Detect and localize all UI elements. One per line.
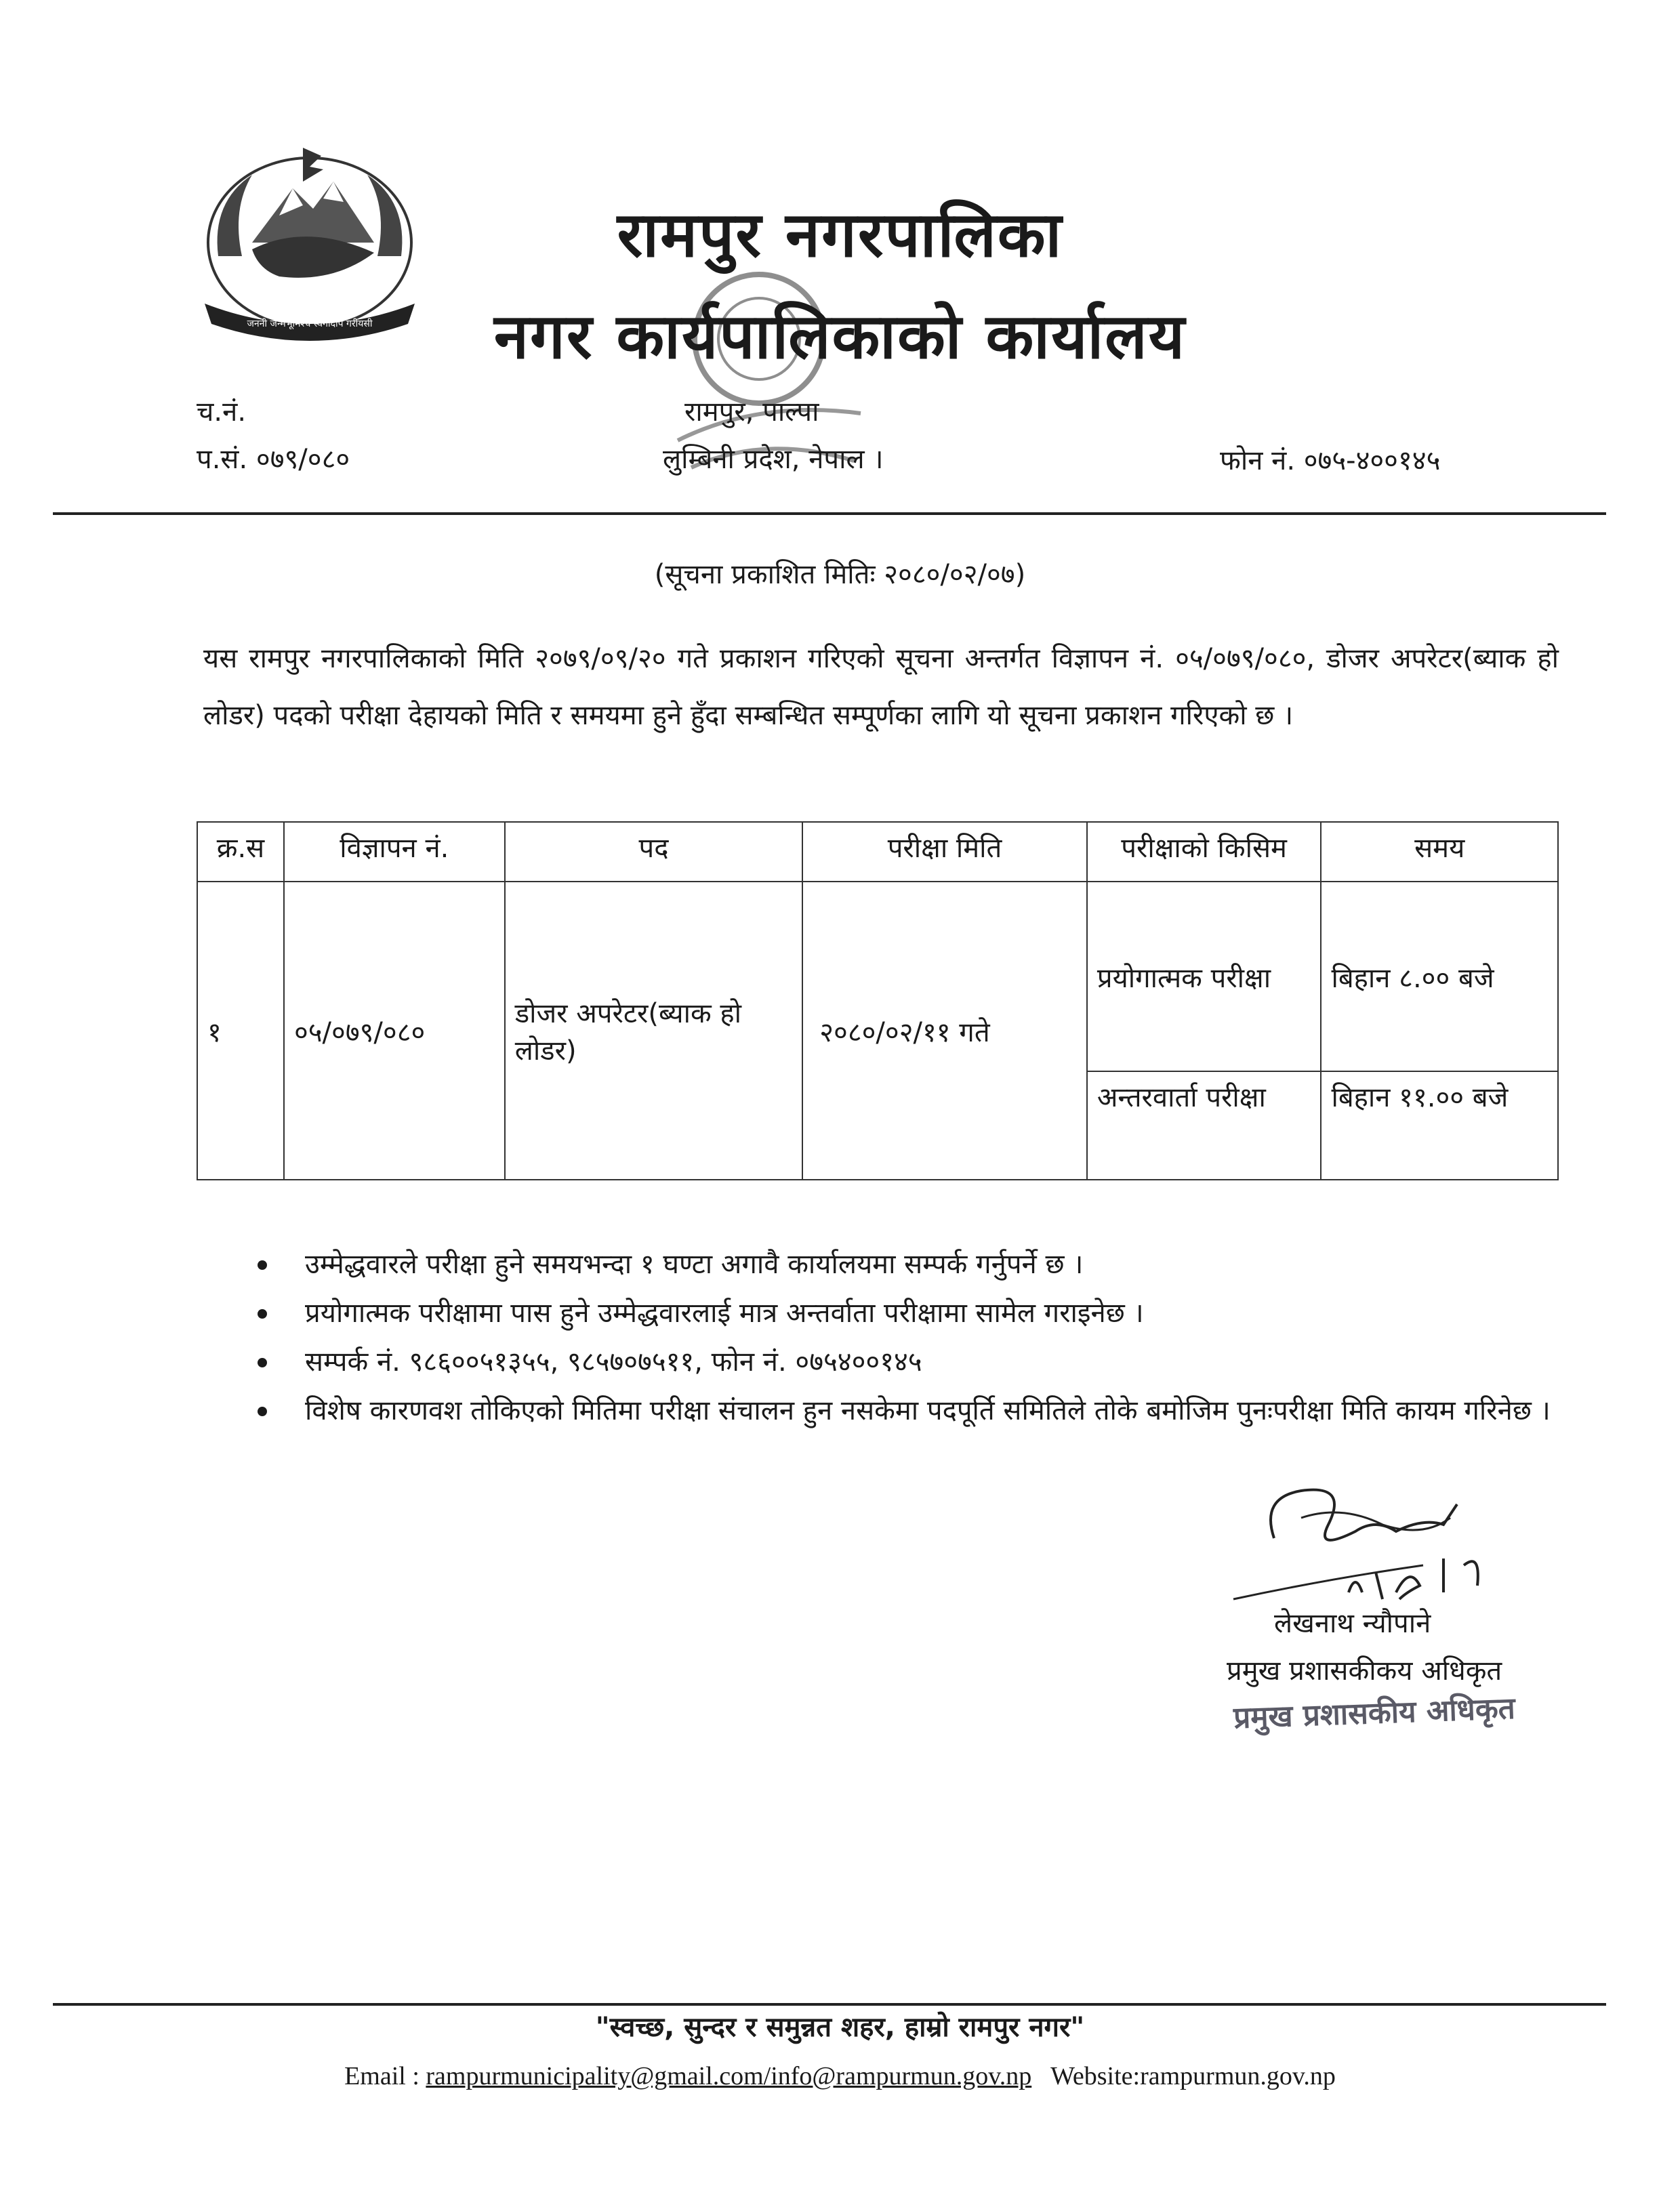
notice-published-date: (सूचना प्रकाशित मितिः २०८०/०२/०७) <box>654 559 1026 590</box>
bullet-icon <box>258 1407 267 1416</box>
col-header-exam-date: परीक्षा मिति <box>802 822 1087 882</box>
list-item <box>258 1240 1559 1289</box>
office-name: नगर कार्यपालिकाको कार्यालय <box>493 300 1187 373</box>
bullet-icon <box>258 1260 267 1270</box>
list-item-text: उम्मेद्धवारले परीक्षा हुने समयभन्दा १ घण्टा अगावै कार्यालयमा सम्पर्क गर्नुपर्ने छ । <box>305 1249 1084 1280</box>
list-item <box>258 1386 1559 1435</box>
instructions-list <box>258 1240 1559 1435</box>
designation-stamp: प्रमुख प्रशासकीय अधिकृत <box>1233 1691 1516 1736</box>
emblem-motto-text: जननी जन्मभूमिश्च स्वर्गादपि गरीयसी <box>247 318 373 329</box>
cell-sn: १ <box>197 882 284 1180</box>
header-divider <box>53 512 1606 515</box>
address-line2: लुम्बिनी प्रदेश, नेपाल । <box>663 444 884 475</box>
col-header-time: समय <box>1321 822 1558 882</box>
cell-ad-no: ०५/०७९/०८० <box>284 882 505 1180</box>
list-item <box>258 1289 1559 1338</box>
cell-time-2: बिहान ११.०० बजे <box>1321 1071 1558 1180</box>
col-header-post: पद <box>505 822 803 882</box>
phone-number: फोन नं. ०७५-४००१४५ <box>1220 445 1441 476</box>
signatory-name: लेखनाथ न्यौपाने <box>1274 1608 1431 1639</box>
cell-time-1: बिहान ८.०० बजे <box>1321 882 1558 1071</box>
col-header-sn: क्र.स <box>197 822 284 882</box>
pa-sa: प.सं. ०७९/०८० <box>197 444 350 475</box>
cell-exam-date: २०८०/०२/११ गते <box>802 882 1087 1180</box>
list-item <box>258 1338 1559 1386</box>
cell-exam-type-1: प्रयोगात्मक परीक्षा <box>1087 882 1322 1071</box>
signatory-title: प्रमुख प्रशासकीकय अधिकृत <box>1227 1655 1502 1687</box>
email-link[interactable]: rampurmunicipality@gmail.com/info@rampurmun.gov.np <box>426 2062 1032 2090</box>
footer-contact <box>0 2061 1680 2091</box>
cell-post: डोजर अपरेटर(ब्याक हो लोडर) <box>505 882 803 1180</box>
bullet-icon <box>258 1358 267 1367</box>
cha-no: च.नं. <box>197 396 247 428</box>
list-item-text: प्रयोगात्मक परीक्षामा पास हुने उम्मेद्धवारलाई मात्र अन्तर्वाता परीक्षामा सामेल गराइनेछ । <box>305 1298 1144 1329</box>
col-header-exam-type: परीक्षाको किसिम <box>1087 822 1322 882</box>
list-item-text: सम्पर्क नं. ९८६००५१३५५, ९८५७०७५११, फोन नं. ०७५४००१४५ <box>305 1346 922 1378</box>
col-header-ad-no: विज्ञापन नं. <box>284 822 505 882</box>
bullet-icon <box>258 1309 267 1319</box>
cell-exam-type-2: अन्तरवार्ता परीक्षा <box>1087 1071 1322 1180</box>
table-row <box>197 882 1558 1071</box>
footer-motto: "स्वच्छ, सुन्दर र समुन्नत शहर, हाम्रो रामपुर नगर" <box>595 2012 1085 2043</box>
list-item-text: विशेष कारणवश तोकिएको मितिमा परीक्षा संचालन हुन नसकेमा पदपूर्ति समितिले तोके बमोजिम पुनःपरीक्षा मिति कायम गरिनेछ । <box>305 1395 1551 1426</box>
website-text: Website:rampurmun.gov.np <box>1050 2062 1336 2090</box>
address-line1: रामपुर, पाल्पा <box>684 396 819 428</box>
notice-body: यस रामपुर नगरपालिकाको मिति २०७९/०९/२० गते प्रकाशन गरिएको सूचना अन्तर्गत विज्ञापन नं. ०५/०७९/०८०, डोजर अपरेटर(ब्याक हो लोडर) पदको परीक्षा देहायको मिति र समयमा हुने हुँदा सम्बन्धित सम्पूर्णका लागि यो सूचना प्रकाशन गरिएको छ । <box>203 643 1559 731</box>
exam-schedule-table <box>197 821 1559 1180</box>
org-name: रामपुर नगरपालिका <box>617 199 1063 271</box>
footer-divider <box>53 2003 1606 2006</box>
email-label: Email : <box>344 2062 419 2090</box>
table-header-row <box>197 822 1558 882</box>
